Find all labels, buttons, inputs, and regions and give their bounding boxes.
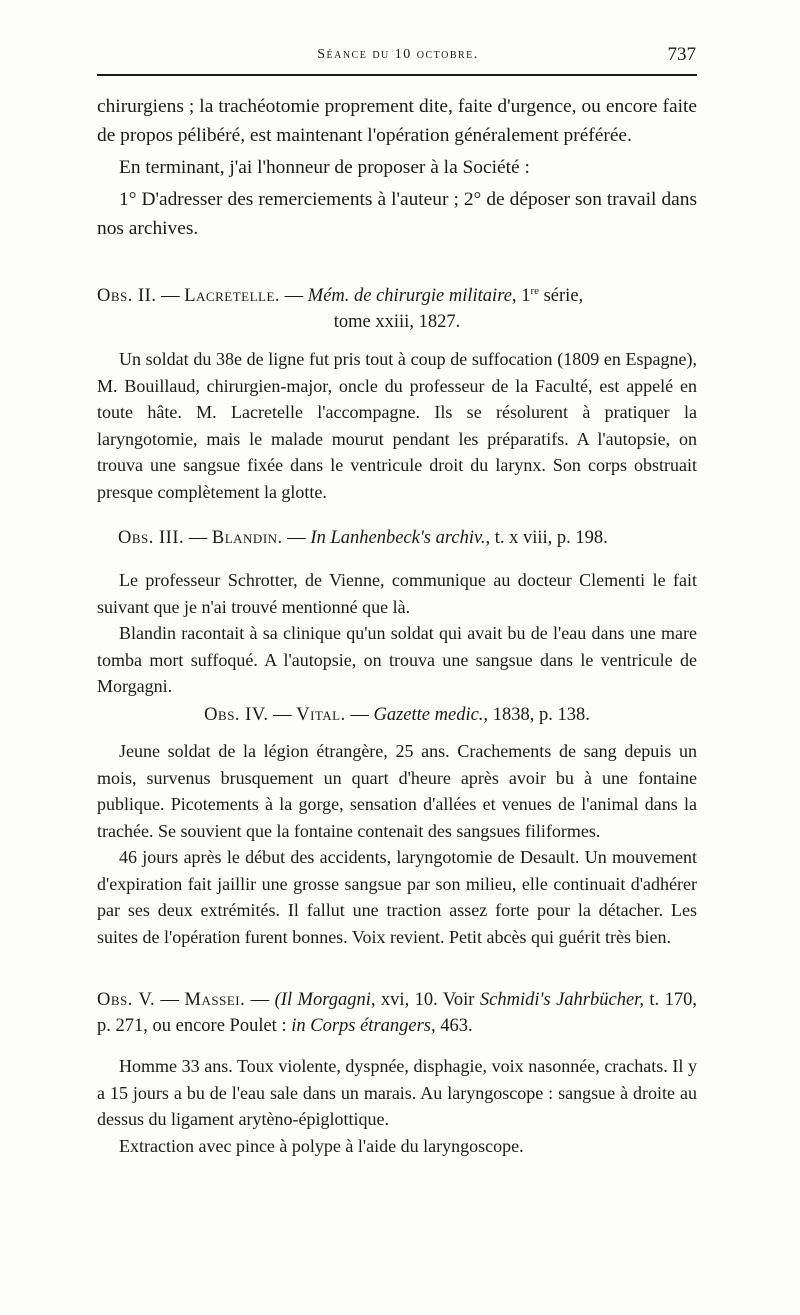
series-number: 1 [516,286,531,306]
obs-ref: t. 170, p. 271, ou encore Poulet : [97,990,697,1036]
dash: — [280,286,308,306]
obs-source: in Corps étrangers, [291,1016,436,1036]
obs-author: Massei. [184,990,246,1010]
obs-5-text [97,1053,697,1159]
obs-author: Lacretelle. [184,286,281,306]
obs-label: Obs. III. [118,528,185,548]
dash: — [282,528,311,548]
obs-source: (Il Morgagni, [274,990,376,1010]
paragraph-obs-3a: Le professeur Schrotter, de Vienne, communique au docteur Clementi le fait suivant que je n'ai trouvé mentionné que là. [97,570,697,617]
paragraph-obs-3b: Blandin racontait à sa clinique qu'un soldat qui avait bu de l'eau dans une mare tomba mort suffoqué. A l'autopsie, on trouva une sangsue dans le ventricule de Morgagni. [97,623,697,696]
obs-3-heading [118,525,697,551]
obs-4-text [97,738,697,950]
obs-source: Mém. de chirurgie militaire, [307,286,517,306]
obs-label: Obs. IV. [204,705,269,725]
paragraph-obs-4b: 46 jours après le début des accidents, laryngotomie de Desault. Un mouvement d'expiration fait jaillir une grosse sangsue par son milieu, elle continuait d'adhérer par ses deux extrémités. Il fallut une traction assez forte pour la détacher. Les suites de l'opération furent bonnes. Voix revient. Petit abcès qui guérit très bien. [97,847,697,947]
obs-ref: t. x viii, p. 198. [490,528,608,548]
obs-ref: 1838, p. 138. [488,705,590,725]
running-head [100,44,696,71]
obs-label: Obs. II. [97,286,157,306]
obs-source: Schmidi's Jahrbücher, [479,990,644,1010]
paragraph-obs-5a: Homme 33 ans. Toux violente, dyspnée, disphagie, voix nasonnée, crachats. Il y a 15 jours a bu de l'eau sale dans un marais. Au laryngoscope : sangsue à droite au dessus du ligament arytèno-épiglottique. [97,1056,697,1129]
paragraph-conclusion: chirurgiens ; la trachéotomie proprement dite, faite d'urgence, ou encore faite de propos pélibéré, est maintenant l'opération généralement préférée. [97,96,697,146]
paragraph-recommendations: 1° D'adresser des remerciements à l'auteur ; 2° de déposer son travail dans nos archives. [97,189,697,239]
obs-author: Blandin. [211,528,283,548]
dash: — [184,528,212,548]
dash: — [155,990,185,1010]
paragraph-obs-2: Un soldat du 38e de ligne fut pris tout à coup de suffocation (1809 en Espagne), M. Bouillaud, chirurgien-major, oncle du professeur de la Faculté, est appelé en toute hâte. M. Lacretelle l'accompagne. Ils se résolurent à pratiquer la laryngotomie, mais le malade mourut pendant les préparatifs. A l'autopsie, on trouva une sangsue fixée dans le ventricule droit du larynx. Son corps obstruait presque complètement la glotte. [97,349,697,502]
running-title: Séance du 10 octobre. [317,47,479,62]
dash: — [245,990,275,1010]
obs-ref: 463. [435,1016,473,1036]
obs-source: In Lanhenbeck's archiv., [310,528,491,548]
dash: — [345,705,374,725]
obs-ref: xvi, 10. Voir [375,990,480,1010]
paragraph-proposal: En terminant, j'ai l'honneur de proposer à la Société : [119,157,530,178]
obs-2-heading [97,283,697,335]
obs-source: Gazette medic., [373,705,489,725]
obs-author: Vital. [296,705,346,725]
obs-4-heading [97,702,697,728]
obs-3-text [97,567,697,700]
paragraph-obs-5b: Extraction avec pince à polype à l'aide du laryngoscope. [119,1135,524,1156]
dash: — [156,286,185,306]
obs-label: Obs. V. [97,990,156,1010]
series-superscript: re [530,284,539,297]
dash: — [268,705,297,725]
header-rule [97,74,697,76]
obs-5-heading [97,987,697,1039]
page-number: 737 [667,44,696,65]
obs-volume: tome xxiii, 1827. [333,312,461,332]
intro-text [97,92,697,243]
series-label: série, [538,286,584,306]
obs-2-text [97,346,697,505]
paragraph-obs-4a: Jeune soldat de la légion étrangère, 25 ans. Crachements de sang depuis un mois, survenus brusquement un quart d'heure après avoir bu à une fontaine publique. Picotements à la gorge, sensation d'allées et venues de l'animal dans la trachée. Se souvient que la fontaine contenait des sangsues filiformes. [97,741,697,841]
